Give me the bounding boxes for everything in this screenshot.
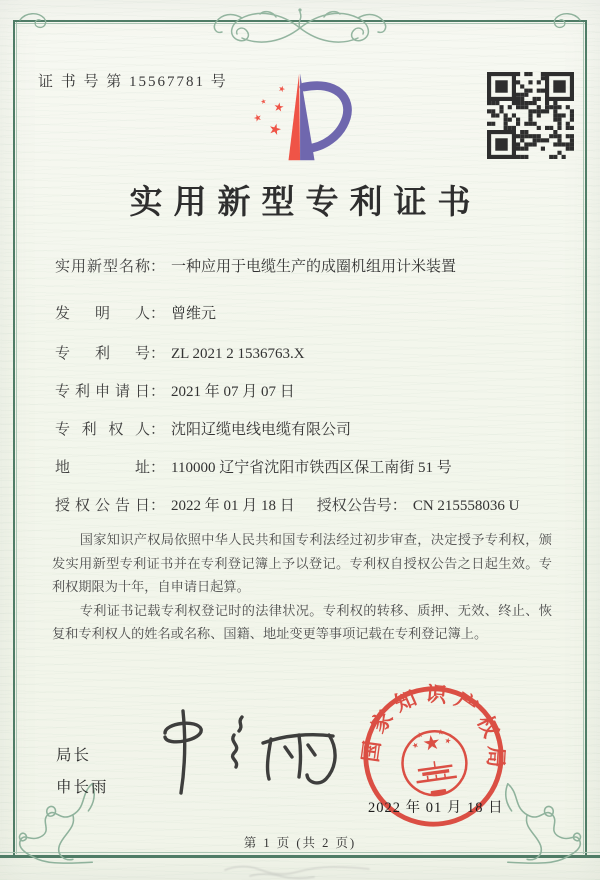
cnipa-logo: [243, 62, 361, 168]
field-colon: ：: [150, 346, 166, 362]
field-colon: ：: [150, 460, 166, 476]
field-value: 曾维元: [171, 306, 217, 322]
field-filing-date: [55, 380, 560, 401]
field-colon: ：: [150, 306, 166, 322]
border-right-inner: [583, 22, 584, 854]
field-colon: ：: [150, 259, 166, 275]
top-left-curl-ornament: [18, 8, 52, 32]
svg-text:国家知识产权局: [352, 675, 513, 795]
seal-date: 2022 年 01 月 18 日: [368, 800, 504, 816]
field-inventor: [55, 302, 560, 323]
field-value: 沈阳辽缆电线电缆有限公司: [171, 422, 352, 438]
top-flourish-ornament: [180, 2, 420, 54]
field-label: 专利号: [55, 346, 150, 362]
certificate-title: 实用新型专利证书: [129, 185, 482, 221]
border-right: [585, 20, 587, 856]
director-title: 局长: [56, 747, 92, 764]
page-number: 第 1 页 (共 2 页): [243, 836, 357, 850]
director-name: 申长雨: [56, 778, 109, 796]
field-label: 专利权人: [55, 422, 150, 438]
director-block: [56, 740, 109, 804]
director-signature: [145, 703, 360, 803]
legal-text: [52, 528, 552, 646]
border-left: [13, 20, 15, 856]
field-value: ZL 2021 2 1536763.X: [171, 346, 305, 362]
seal-text: 国家知识产权局: [358, 681, 509, 775]
qr-code: [487, 72, 574, 159]
field-value: 一种应用于电缆生产的成圈机组用计米装置: [171, 259, 457, 275]
field-value: 110000 辽宁省沈阳市铁西区保工南街 51 号: [171, 460, 452, 476]
national-emblem-icon: [398, 726, 470, 800]
field-value: CN 215558036 U: [412, 498, 520, 514]
certificate-number: 证 书 号 第 15567781 号: [38, 74, 228, 90]
field-label: 授权公告日: [55, 498, 150, 514]
field-label: 实用新型名称: [55, 259, 150, 275]
field-patent-number: [55, 342, 560, 363]
field-address: [55, 456, 560, 477]
field-grant-row: [55, 494, 560, 515]
field-value: 2022 年 01 月 18 日: [171, 498, 295, 514]
field-patentee: [55, 418, 560, 439]
top-right-curl-ornament: [548, 8, 582, 32]
field-colon: ：: [391, 498, 407, 514]
field-label: 授权公告号: [316, 498, 392, 514]
field-colon: ：: [150, 384, 166, 400]
field-value: 2021 年 07 月 07 日: [171, 384, 295, 400]
field-colon: ：: [150, 422, 166, 438]
bleed-through-marks: [0, 856, 600, 880]
field-label: 地址: [55, 460, 150, 476]
field-utility-model-name: [55, 255, 560, 276]
field-label: 专利申请日: [55, 384, 150, 400]
field-colon: ：: [150, 498, 166, 514]
legal-paragraph-2: 专利证书记载专利权登记时的法律状况。专利权的转移、质押、无效、终止、恢复和专利权人的姓名或名称、国籍、地址变更等事项记载在专利登记簿上。: [52, 602, 552, 641]
field-label: 发明人: [55, 306, 150, 322]
border-left-inner: [16, 22, 17, 854]
legal-paragraph-1: 国家知识产权局依照中华人民共和国专利法经过初步审查，决定授予专利权，颁发实用新型专利证书并在专利登记簿上予以登记。专利权自授权公告之日起生效。专利权期限为十年，自申请日起算。: [52, 532, 552, 594]
